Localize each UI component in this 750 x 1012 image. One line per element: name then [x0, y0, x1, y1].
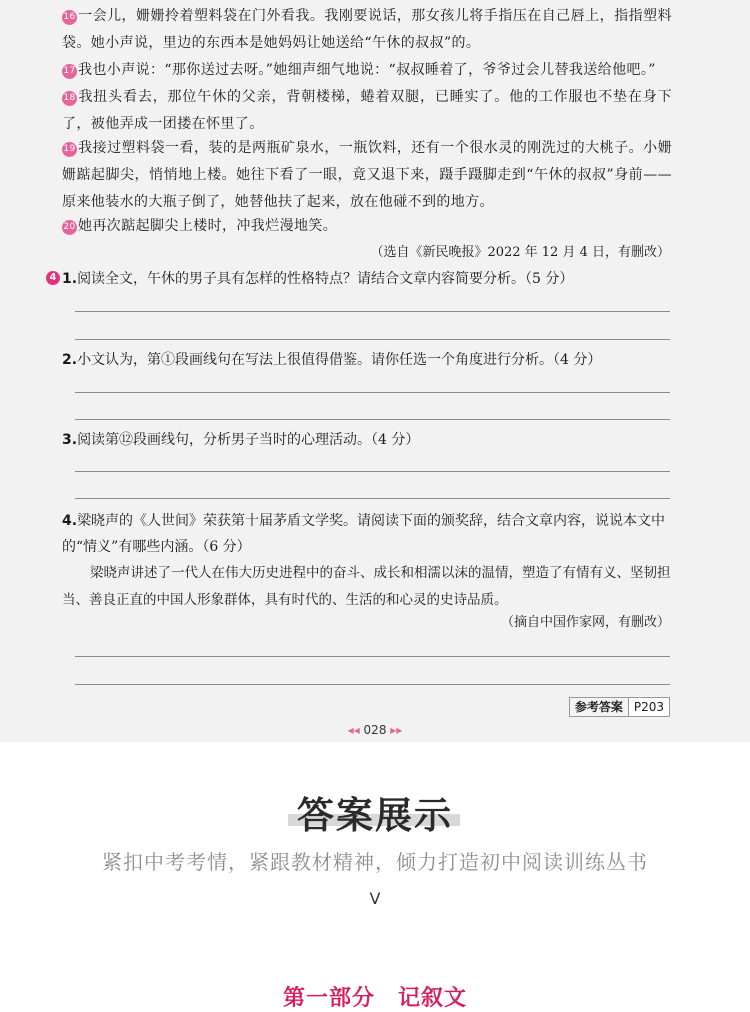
paragraph-text: 她再次踮起脚尖上楼时，冲我烂漫地笑。: [78, 218, 338, 234]
award-citation: 梁晓声讲述了一代人在伟大历史进程中的奋斗、成长和相濡以沫的温情，塑造了有情有义、坚韧担当、善良正直的中国人形象群体，具有时代的、生活的和心灵的史诗品质。: [62, 565, 671, 608]
paragraph-number-badge: 16: [62, 10, 77, 25]
answer-line: [75, 656, 670, 657]
paragraph-17: [62, 57, 672, 84]
question-number: 2.: [62, 352, 78, 368]
question-4: [62, 508, 672, 560]
page-number-text: 028: [363, 723, 387, 737]
answer-line: [75, 419, 670, 420]
question-text: 阅读第⑫段画线句，分析男子当时的心理活动。（4 分）: [77, 432, 420, 448]
paragraph-number-badge: 18: [62, 91, 77, 106]
answer-line: [75, 498, 670, 499]
answer-line: [75, 392, 670, 393]
page-number-left-ornament: ◂◂: [347, 723, 364, 737]
answer-line: [75, 684, 670, 685]
paragraph-18: [62, 84, 672, 138]
citation-source: （摘自中国作家网，有删改）: [500, 615, 670, 630]
question-number: 1.: [62, 271, 78, 287]
question-text: 阅读全文，午休的男子具有怎样的性格特点？请结合文章内容简要分析。（5 分）: [77, 271, 574, 287]
question-2: [62, 347, 672, 373]
answer-reference-box: [569, 697, 670, 717]
paragraph-text: 我也小声说：“那你送过去呀。”她细声细气地说：“叔叔睡着了，爷爷过会儿替我送给他吧。”: [78, 62, 656, 78]
difficulty-flame-icon: 4: [46, 271, 60, 285]
paragraph-19: [62, 135, 672, 216]
paragraph-number-badge: 17: [62, 64, 77, 79]
promo-title: 答案展示: [297, 794, 453, 837]
paragraph-text: 我扭头看去，那位午休的父亲，背朝楼梯，蜷着双腿，已睡实了。他的工作服也不垫在身下了，被他弄成一团搂在怀里了。: [62, 89, 672, 132]
question-1: [62, 266, 672, 292]
page-number-right-ornament: ▸▸: [386, 723, 403, 737]
question-3: [62, 427, 672, 453]
part-title: 第一部分 记叙文: [282, 986, 467, 1011]
question-text: 小文认为，第①段画线句在写法上很值得借鉴。请你任选一个角度进行分析。（4 分）: [77, 352, 602, 368]
paragraph-16: [62, 3, 672, 57]
answer-reference-page: P203: [633, 700, 664, 714]
question-text: 梁晓声的《人世间》荣获第十届茅盾文学奖。请阅读下面的颁奖辞，结合文章内容，说说本文中的“情义”有哪些内涵。（6 分）: [62, 513, 666, 555]
answer-line: [75, 311, 670, 312]
article-source: （选自《新民晚报》2022 年 12 月 4 日，有删改）: [370, 245, 670, 260]
promo-subtitle: 紧扣中考考情，紧跟教材精神，倾力打造初中阅读训练丛书: [102, 850, 648, 874]
paragraph-number-badge: 19: [62, 142, 77, 157]
answer-line: [75, 339, 670, 340]
paragraph-text: 一会儿，姗姗拎着塑料袋在门外看我。我刚要说话，那女孩儿将手指压在自己唇上，指指塑料袋。她小声说，里边的东西本是她妈妈让她送给“午休的叔叔”的。: [62, 8, 672, 51]
question-number: 4.: [62, 513, 78, 529]
paragraph-number-badge: 20: [62, 220, 77, 235]
paragraph-text: 我接过塑料袋一看，装的是两瓶矿泉水，一瓶饮料，还有一个很水灵的刚洗过的大桃子。小姗姗踮起脚尖，悄悄地上楼。她往下看了一眼，竟又退下来，蹑手蹑脚走到“午休的叔叔”身前——原来他装水的大瓶子倒了，她替他扶了起来，放在他碰不到的地方。: [62, 140, 672, 210]
question-number: 3.: [62, 432, 78, 448]
chevron-down-icon: V: [369, 889, 381, 908]
answer-reference-label: 参考答案: [570, 698, 629, 716]
paragraph-20: [62, 213, 672, 240]
answer-line: [75, 471, 670, 472]
page-number: [0, 723, 750, 737]
